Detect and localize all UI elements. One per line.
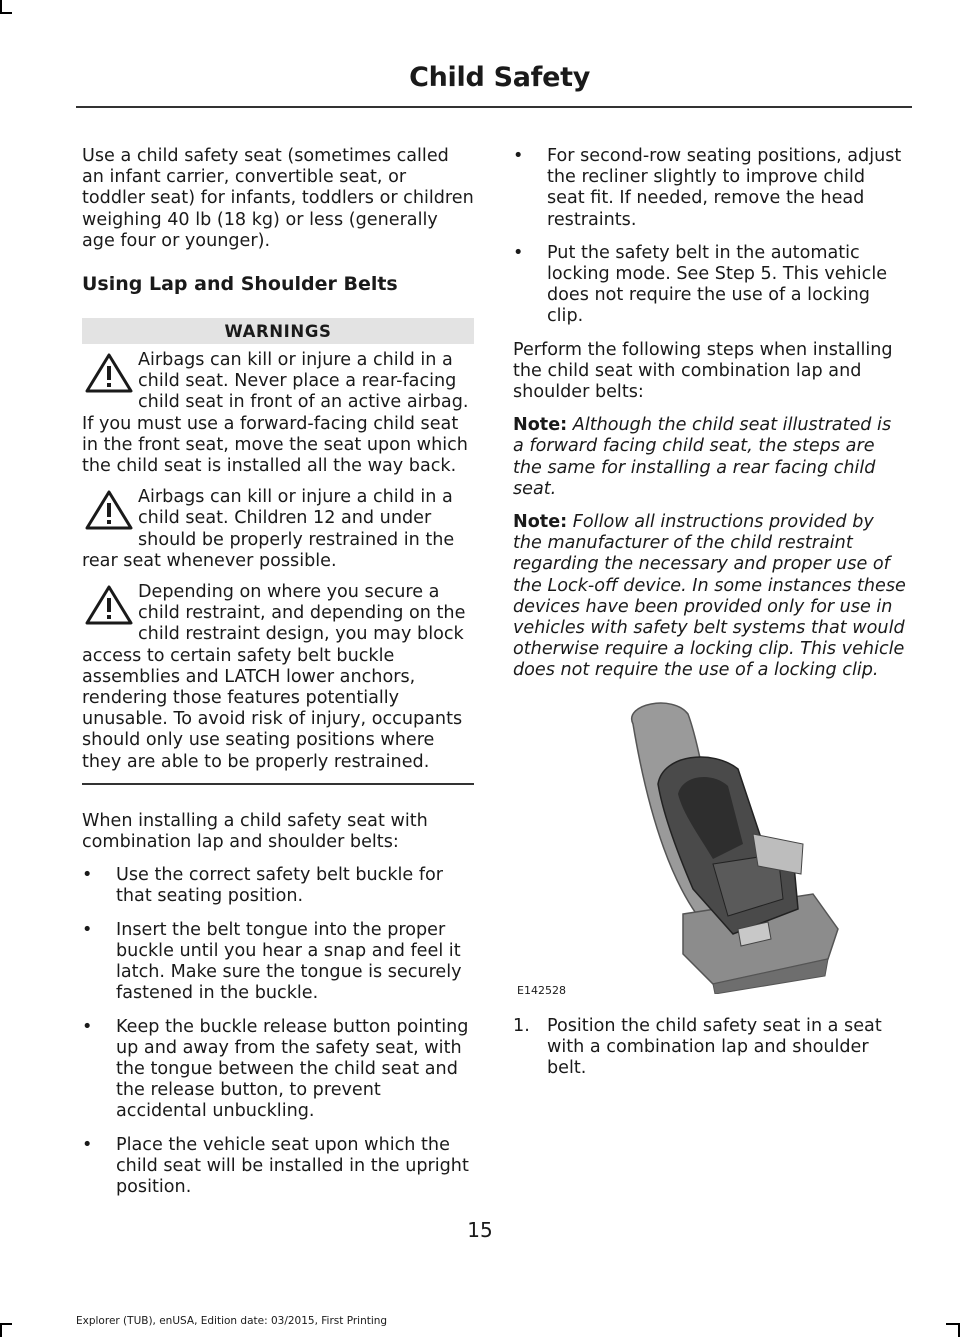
warning-triangle-icon [84,352,134,394]
bullet-glyph: • [513,146,524,166]
footer-edition: Explorer (TUB), enUSA, Edition date: 03/2015, First Printing [76,1315,388,1327]
figure-code: E142528 [517,984,566,998]
header-rule [76,106,912,108]
step-item [513,1016,906,1080]
warning-item [82,487,474,572]
right-column [513,146,906,1079]
step-number: 1. [513,1015,530,1036]
right-bullet-list [513,146,906,328]
warnings-end-rule [82,783,474,785]
list-item-text: Keep the buckle release button pointing up and away from the safety seat, with the tongue between the child seat and the release button, to prevent accidental unbuckling. [116,1016,469,1122]
bullet-glyph: • [513,242,524,263]
list-item [82,1017,474,1123]
crop-mark [0,1325,2,1337]
section-heading: Using Lap and Shoulder Belts [82,273,398,296]
page-title: Child Safety [409,62,590,93]
bullet-glyph: • [82,865,93,886]
warning-text: Airbags can kill or injure a child in a child seat. Never place a rear-facing child seat in front of an active airbag. If you must use a forward-facing child seat in the front seat, move the seat upon which the child seat is installed all the way back. [82,350,469,477]
install-bullet-list [82,865,474,1198]
warning-triangle-icon [84,489,134,531]
list-item-text: Place the vehicle seat upon which the child seat will be installed in the upright position. [116,1134,469,1197]
list-item [82,1135,474,1199]
steps-list [513,1016,906,1080]
warning-text: Airbags can kill or injure a child in a child seat. Children 12 and under should be properly restrained in the rear seat whenever possible. [82,487,455,571]
note-paragraph [513,512,906,682]
step-text: Position the child safety seat in a seat with a combination lap and shoulder belt. [547,1015,882,1079]
warning-text: Depending on where you secure a child restraint, and depending on the child restraint design, you may block access to certain safety belt buckle assemblies and LATCH lower anchors, rendering those features potentially unusable. To avoid risk of injury, occupants should only use seating positions where they are able to be properly restrained. [82,582,466,772]
list-item-text: For second-row seating positions, adjust the recliner slightly to improve child seat fit. If needed, remove the head restraints. [547,146,902,230]
intro-paragraph: Use a child safety seat (sometimes called an infant carrier, convertible seat, or toddler seat) for infants, toddlers or children weighing 40 lb (18 kg) or less (generally age four or younger). [82,146,474,251]
note-paragraph [513,415,906,500]
crop-mark [0,0,2,12]
steps-intro: Perform the following steps when installing the child seat with combination lap and shoulder belts: [513,339,893,403]
note-text: Follow all instructions provided by the manufacturer of the child restraint regarding the necessary and proper use of the Lock-off device. In some instances these devices have been provided only for use in vehicles with safety belt systems that would otherwise require a locking clip. This vehicle does not require the use of a locking clip. [513,512,906,681]
child-seat-illustration [513,694,906,1004]
bullet-glyph: • [82,1016,93,1037]
child-seat-drawing [563,694,863,994]
warning-triangle-icon [84,584,134,626]
install-intro: When installing a child safety seat with combination lap and shoulder belts: [82,810,428,853]
bullet-glyph: • [82,919,93,940]
list-item [513,146,906,231]
list-item [513,243,906,328]
note-text: Although the child seat illustrated is a forward facing child seat, the steps are the same for installing a rear facing child seat. [513,415,892,499]
left-column [82,146,474,1210]
warning-item [82,350,474,477]
bullet-glyph: • [82,1134,93,1155]
warnings-title: WARNINGS [82,318,474,344]
list-item-text: Put the safety belt in the automatic locking mode. See Step 5. This vehicle does not require the use of a locking clip. [547,242,888,327]
list-item-text: Use the correct safety belt buckle for that seating position. [116,865,444,907]
page-number: 15 [467,1218,493,1242]
warning-item [82,582,474,773]
list-item [82,920,474,1005]
note-label: Note: [513,415,568,436]
list-item-text: Insert the belt tongue into the proper buckle until you hear a snap and feel it latch. Make sure the tongue is securely fastened in the buckle. [116,919,462,1004]
note-label: Note: [513,512,568,533]
crop-mark [0,12,12,14]
warnings-box [82,318,474,785]
list-item [82,865,474,907]
